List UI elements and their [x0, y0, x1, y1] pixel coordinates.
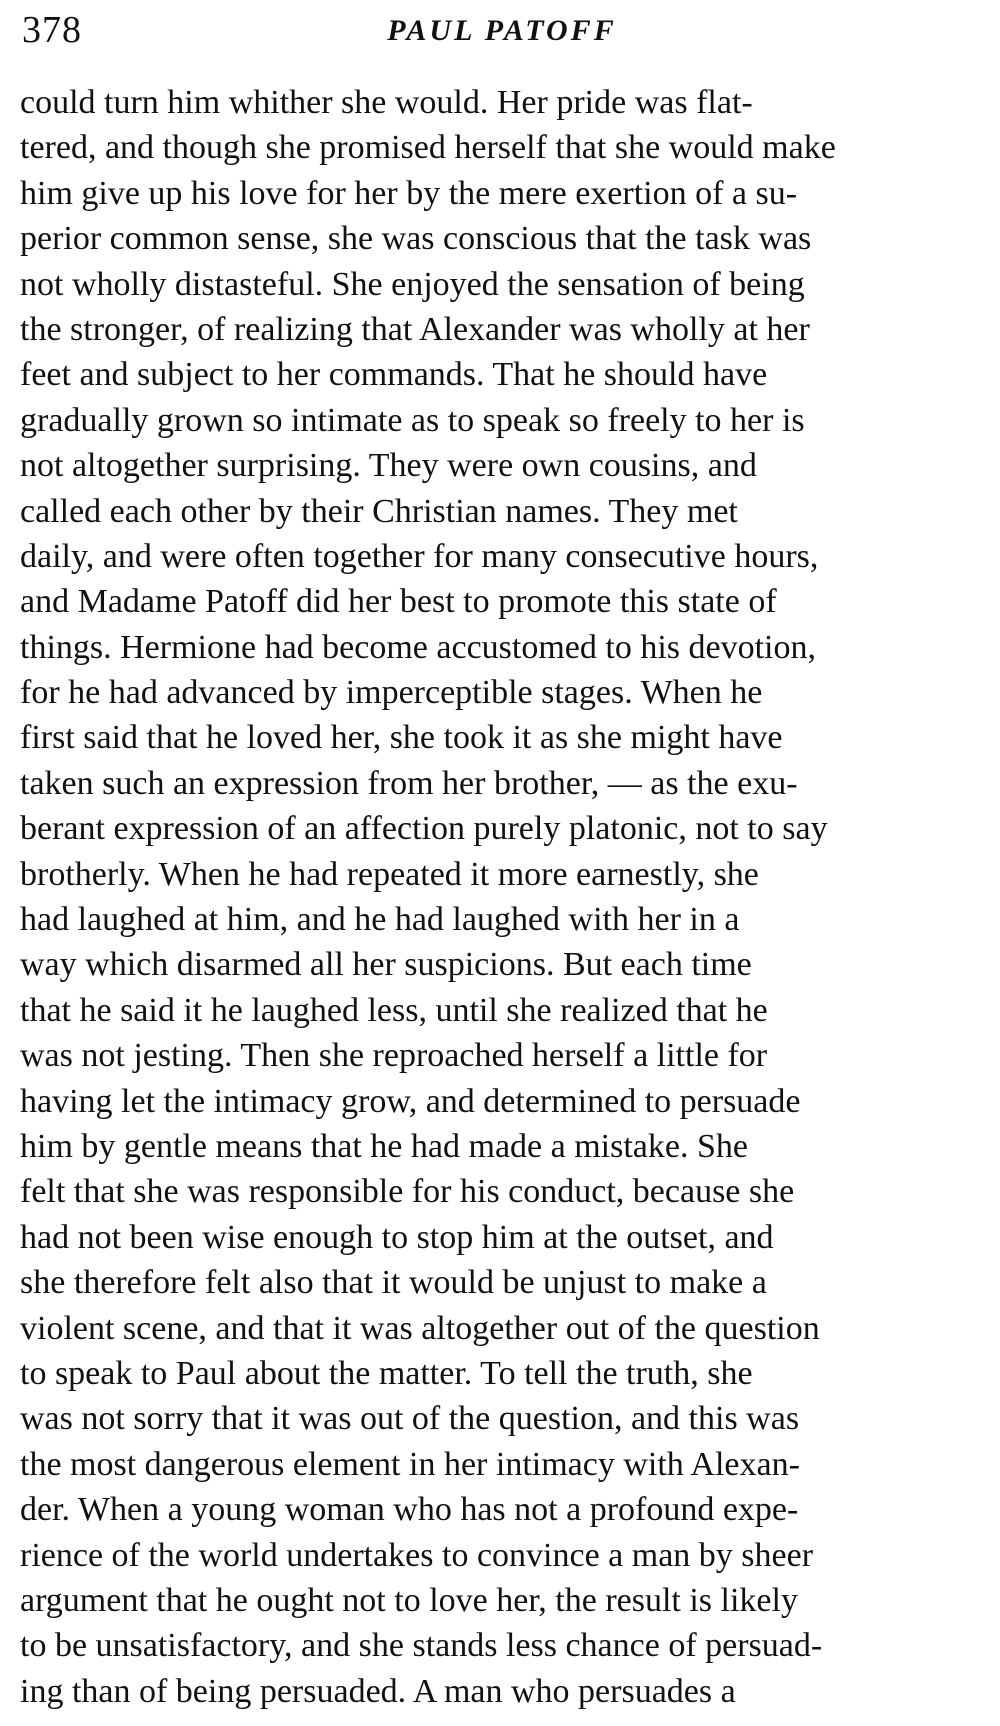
text-line: for he had advanced by imperceptible stages. When he: [20, 674, 763, 712]
text-line: having let the intimacy grow, and determined to persuade: [20, 1082, 801, 1120]
text-line: not altogether surprising. They were own cousins, and: [20, 447, 757, 485]
text-line: daily, and were often together for many consecutive hours,: [20, 537, 819, 575]
text-line: argument that he ought not to love her, the result is likely: [20, 1581, 798, 1619]
running-title: PAUL PATOFF: [387, 14, 617, 47]
text-line: could turn him whither she would. Her pride was flat-: [20, 84, 753, 121]
text-line: violent scene, and that it was altogether out of the question: [20, 1309, 820, 1347]
text-line: rience of the world undertakes to convince a man by sheer: [20, 1536, 814, 1574]
text-line: ing than of being persuaded. A man who persuades a: [20, 1672, 736, 1710]
text-line: to speak to Paul about the matter. To tell the truth, she: [20, 1354, 753, 1392]
text-line: felt that she was responsible for his conduct, because she: [20, 1173, 795, 1211]
running-head: [22, 6, 982, 54]
text-line: the stronger, of realizing that Alexander was wholly at her: [20, 310, 810, 348]
text-line: way which disarmed all her suspicions. But each time: [20, 946, 752, 984]
text-line: taken such an expression from her brother, — as the exu-: [20, 764, 798, 802]
text-line: brotherly. When he had repeated it more earnestly, she: [20, 855, 759, 893]
text-line: berant expression of an affection purely platonic, not to say: [20, 810, 828, 848]
text-line: was not jesting. Then she reproached herself a little for: [20, 1037, 768, 1075]
page-number: 378: [22, 9, 82, 51]
text-line: first said that he loved her, she took it as she might have: [20, 719, 783, 757]
text-line: der. When a young woman who has not a profound expe-: [20, 1491, 799, 1529]
text-line: had laughed at him, and he had laughed with her in a: [20, 901, 740, 939]
text-line: feet and subject to her commands. That he should have: [20, 356, 768, 394]
text-line: tered, and though she promised herself that she would make: [20, 129, 836, 167]
text-line: things. Hermione had become accustomed to his devotion,: [20, 628, 816, 666]
text-line: him give up his love for her by the mere exertion of a su-: [20, 174, 798, 212]
text-line: gradually grown so intimate as to speak so freely to her is: [20, 401, 805, 439]
text-line: she therefore felt also that it would be unjust to make a: [20, 1264, 767, 1302]
text-line: was not sorry that it was out of the question, and this was: [20, 1400, 800, 1438]
text-line: had not been wise enough to stop him at the outset, and: [20, 1218, 774, 1256]
text-line: that he said it he laughed less, until she realized that he: [20, 991, 768, 1029]
body-text: [20, 80, 978, 1714]
text-line: perior common sense, she was conscious that the task was: [20, 220, 812, 258]
text-line: the most dangerous element in her intimacy with Alexan-: [20, 1445, 800, 1483]
text-line: to be unsatisfactory, and she stands less chance of persuad-: [20, 1627, 823, 1665]
text-line: called each other by their Christian names. They met: [20, 492, 738, 530]
text-line: him by gentle means that he had made a mistake. She: [20, 1127, 748, 1165]
text-line: and Madame Patoff did her best to promote this state of: [20, 583, 777, 621]
text-line: not wholly distasteful. She enjoyed the sensation of being: [20, 265, 805, 303]
